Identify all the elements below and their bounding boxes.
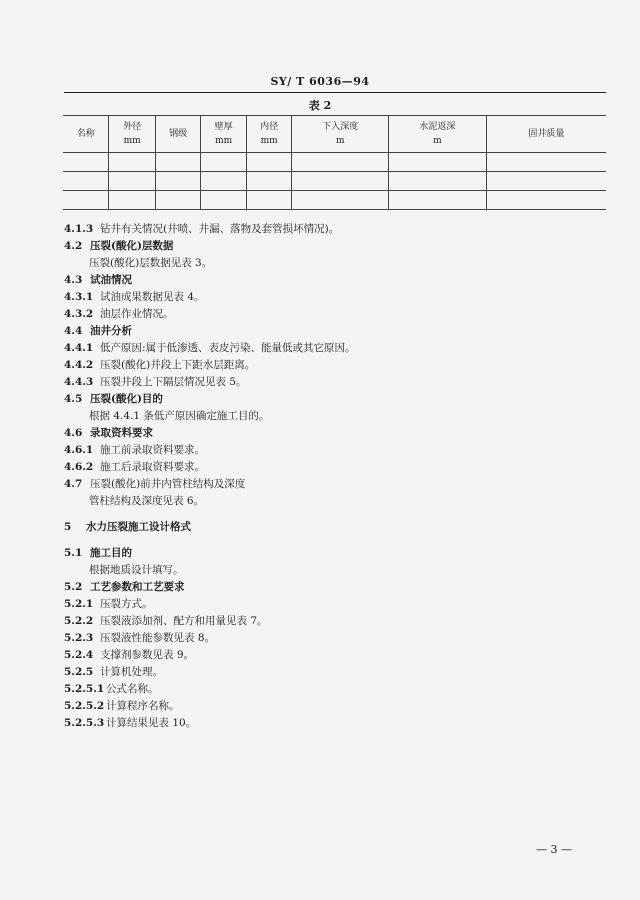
clause-number: 5.2.5.1 <box>64 683 105 695</box>
table-cell <box>486 191 606 210</box>
clause-text: 根据 4.4.1 条低产原因确定施工目的。 <box>89 410 270 422</box>
table-cell <box>155 191 200 210</box>
clause-4-3-1 <box>64 289 604 306</box>
clause-text: 试油成果数据见表 4。 <box>100 291 205 303</box>
chapter-title: 水力压裂施工设计格式 <box>86 521 191 533</box>
clause-number: 5.2.2 <box>64 615 94 627</box>
clause-4-3 <box>64 272 604 289</box>
clause-number: 4.4.3 <box>64 376 94 388</box>
clause-4-3-2 <box>64 306 604 323</box>
col-header-od <box>109 116 156 153</box>
clause-text: 施工后录取资料要求。 <box>100 461 205 473</box>
table-cell <box>109 191 156 210</box>
clause-5-2-5-2 <box>64 698 604 715</box>
table-cell <box>292 172 389 191</box>
clause-4-5 <box>64 391 604 408</box>
clause-5-2-4 <box>64 647 604 664</box>
clause-title: 试油情况 <box>90 274 132 286</box>
clause-text: 计算程序名称。 <box>106 700 180 712</box>
clause-number: 5.2.5.2 <box>64 700 105 712</box>
col-header-name <box>63 116 109 153</box>
clause-number: 4.3.2 <box>64 308 94 320</box>
table-cell <box>109 172 156 191</box>
clause-number: 4.6.2 <box>64 461 94 473</box>
table-cell <box>63 153 109 172</box>
section-gap <box>64 510 604 519</box>
col-header-quality <box>486 116 606 153</box>
table-cell <box>63 191 109 210</box>
clause-5-1-body <box>64 562 604 579</box>
col-header-wall <box>201 116 247 153</box>
table-cell <box>292 191 389 210</box>
clause-number: 4.4.2 <box>64 359 94 371</box>
table-cell <box>486 172 606 191</box>
clause-text: 压裂井段上下隔层情况见表 5。 <box>100 376 247 388</box>
clause-number: 4.2 <box>64 240 83 252</box>
col-header-depth <box>292 116 389 153</box>
clause-title: 施工目的 <box>90 547 132 559</box>
clause-4-7-body <box>64 493 604 510</box>
table-cell <box>486 153 606 172</box>
clause-4-6 <box>64 425 604 442</box>
page-number: — 3 — <box>536 843 572 856</box>
clause-title: 录取资料要求 <box>90 427 153 439</box>
clause-number: 5.2.1 <box>64 598 94 610</box>
clause-text: 计算结果见表 10。 <box>106 717 197 729</box>
clause-4-4 <box>64 323 604 340</box>
table-cell <box>389 172 487 191</box>
clause-title: 压裂(酸化)目的 <box>90 393 163 405</box>
clause-number: 4.7 <box>64 478 83 490</box>
table-cell <box>246 191 292 210</box>
table-cell <box>109 153 156 172</box>
clause-4-4-3 <box>64 374 604 391</box>
clause-number: 5.2.4 <box>64 649 94 661</box>
col-header-label: 外径 <box>123 122 142 132</box>
col-header-label: 壁厚 <box>214 122 233 132</box>
clause-text: 管柱结构及深度见表 6。 <box>89 495 205 507</box>
chapter-number: 5 <box>64 521 72 533</box>
clause-number: 5.2.5.3 <box>64 717 105 729</box>
table-cell <box>389 153 487 172</box>
table-cell <box>292 153 389 172</box>
col-header-id <box>246 116 292 153</box>
col-header-cement <box>389 116 487 153</box>
col-header-unit: mm <box>215 136 233 146</box>
table-cell <box>155 153 200 172</box>
col-header-unit: m <box>335 136 345 146</box>
table-row <box>63 153 606 172</box>
clause-text: 压裂(酸化)前井内管柱结构及深度 <box>90 478 246 490</box>
clause-5-2 <box>64 579 604 596</box>
header-rule <box>64 92 606 93</box>
table-cell <box>246 153 292 172</box>
clause-4-2-body <box>64 255 604 272</box>
clause-number: 4.6 <box>64 427 83 439</box>
clause-number: 4.4.1 <box>64 342 94 354</box>
clause-4-2 <box>64 238 604 255</box>
clause-text: 施工前录取资料要求。 <box>100 444 205 456</box>
clause-5-2-5-1 <box>64 681 604 698</box>
table-cell <box>246 172 292 191</box>
table-row <box>63 172 606 191</box>
clause-title: 工艺参数和工艺要求 <box>90 581 185 593</box>
clause-4-4-1 <box>64 340 604 357</box>
table-cell <box>389 191 487 210</box>
standard-number-header: SY/ T 6036—94 <box>270 75 370 88</box>
clause-text: 压裂液性能参数见表 8。 <box>100 632 216 644</box>
clause-text: 公式名称。 <box>106 683 159 695</box>
col-header-label: 下入深度 <box>322 122 359 132</box>
col-header-unit: mm <box>260 136 278 146</box>
table-2-caption: 表 2 <box>308 99 332 112</box>
clause-text: 压裂(酸化)层数据见表 3。 <box>89 257 213 269</box>
col-header-label: 名称 <box>76 129 95 139</box>
clause-4-6-1 <box>64 442 604 459</box>
clause-5-2-3 <box>64 630 604 647</box>
col-header-label: 钢级 <box>169 129 188 139</box>
clause-text: 油层作业情况。 <box>100 308 174 320</box>
clause-number: 5.2.3 <box>64 632 94 644</box>
chapter-5 <box>64 519 604 536</box>
table-header-row <box>63 116 606 153</box>
clause-number: 4.3 <box>64 274 83 286</box>
clause-text: 根据地质设计填写。 <box>89 564 184 576</box>
document-body <box>64 221 604 732</box>
clause-5-1 <box>64 545 604 562</box>
clause-4-6-2 <box>64 459 604 476</box>
table-2 <box>63 115 606 210</box>
clause-number: 4.1.3 <box>64 223 94 235</box>
table-cell <box>63 172 109 191</box>
clause-4-7 <box>64 476 604 493</box>
table-cell <box>201 191 247 210</box>
table-cell <box>155 172 200 191</box>
clause-text: 计算机处理。 <box>100 666 163 678</box>
clause-4-4-2 <box>64 357 604 374</box>
clause-number: 4.5 <box>64 393 83 405</box>
col-header-unit: m <box>433 136 442 146</box>
clause-text: 低产原因:属于低渗透、表皮污染、能量低或其它原因。 <box>100 342 356 354</box>
clause-title: 压裂(酸化)层数据 <box>90 240 174 252</box>
clause-number: 5.2.5 <box>64 666 94 678</box>
clause-5-2-2 <box>64 613 604 630</box>
col-header-grade <box>155 116 200 153</box>
col-header-label: 内径 <box>260 122 279 132</box>
col-header-label: 固井质量 <box>528 129 565 139</box>
clause-4-5-body <box>64 408 604 425</box>
clause-title: 油井分析 <box>90 325 132 337</box>
clause-text: 压裂方式。 <box>100 598 153 610</box>
clause-number: 4.4 <box>64 325 83 337</box>
clause-text: 支撑剂参数见表 9。 <box>100 649 195 661</box>
table-cell <box>201 172 247 191</box>
table-row <box>63 191 606 210</box>
clause-text: 压裂液添加剂、配方和用量见表 7。 <box>100 615 268 627</box>
clause-number: 5.1 <box>64 547 83 559</box>
col-header-label: 水泥返深 <box>419 122 456 132</box>
clause-text: 钻井有关情况(井喷、井漏、落物及套管损坏情况)。 <box>100 223 340 235</box>
clause-4-1-3 <box>64 221 604 238</box>
clause-5-2-1 <box>64 596 604 613</box>
clause-number: 4.6.1 <box>64 444 94 456</box>
clause-text: 压裂(酸化)井段上下距水层距离。 <box>100 359 256 371</box>
clause-5-2-5-3 <box>64 715 604 732</box>
clause-number: 4.3.1 <box>64 291 94 303</box>
table-cell <box>201 153 247 172</box>
clause-5-2-5 <box>64 664 604 681</box>
clause-number: 5.2 <box>64 581 83 593</box>
section-gap <box>64 536 604 545</box>
col-header-unit: mm <box>123 136 141 146</box>
